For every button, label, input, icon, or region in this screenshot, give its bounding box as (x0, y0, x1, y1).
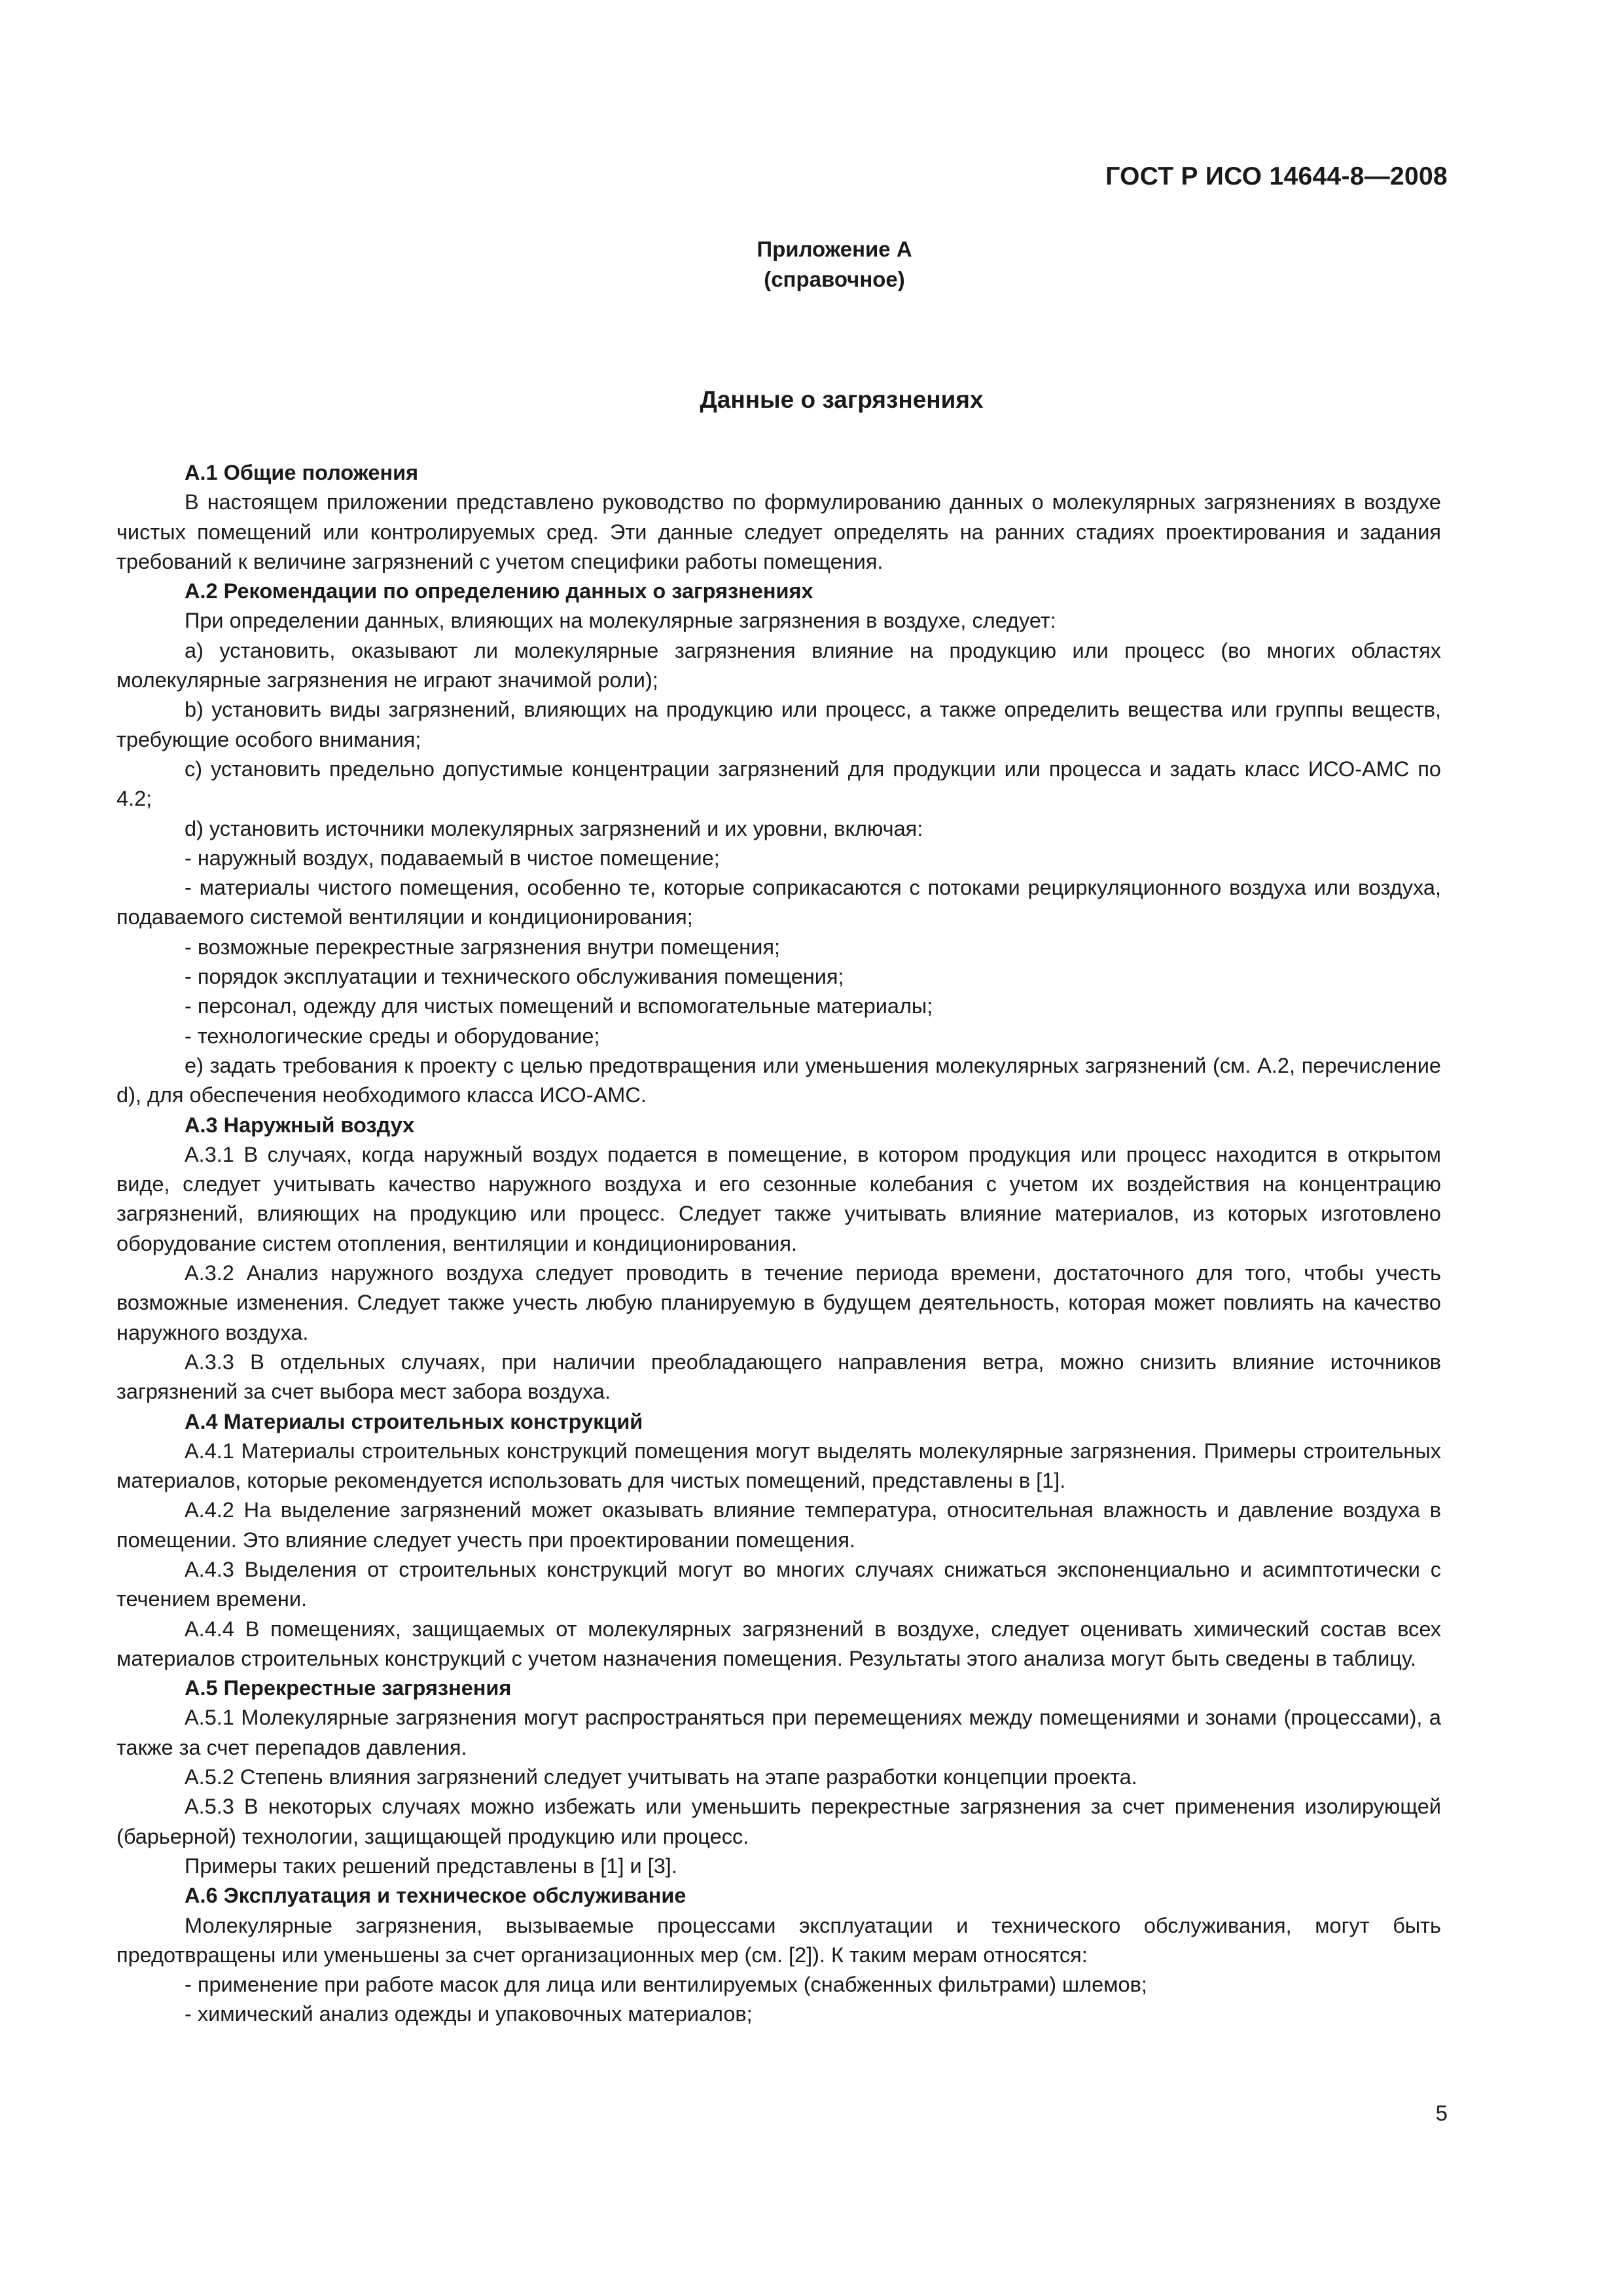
paragraph: - порядок эксплуатации и технического обслуживания помещения; (185, 965, 844, 989)
paragraph: А.4.1 Материалы строительных конструкций помещения могут выделять молекулярные загрязнения. Примеры строительных материалов, которые рекомендуется использовать для чистых помещений, представлены в [1]. (116, 1439, 1441, 1493)
paragraph: А.3.1 В случаях, когда наружный воздух подается в помещение, в котором продукция или процесс находится в открытом виде, следует учитывать качество наружного воздуха и его сезонные колебания с учетом их воздействия на концентрацию загрязнений, влияющих на продукцию или процесс. Следует также учитывать влияние материалов, из которых изготовлено оборудование систем отопления, вентиляции и кондиционирования. (116, 1142, 1441, 1255)
paragraph: - применение при работе масок для лица или вентилируемых (снабженных фильтрами) шлемов; (185, 1973, 1147, 1997)
paragraph: В настоящем приложении представлено руководство по формулированию данных о молекулярных загрязнениях в воздухе чистых помещений или контролируемых сред. Эти данные следует определять на ранних стадиях проектирования и задания требований к величине загрязнений с учетом специфики работы помещения. (116, 490, 1441, 573)
paragraph: - материалы чистого помещения, особенно те, которые соприкасаются с потоками рециркуляционного воздуха или воздуха, подаваемого системой вентиляции и кондиционирования; (116, 876, 1441, 929)
standard-code: ГОСТ Р ИСО 14644-8—2008 (1105, 162, 1448, 190)
paragraph: a) установить, оказывают ли молекулярные загрязнения влияние на продукцию или процесс (во многих областях молекулярные загрязнения не играют значимой роли); (116, 638, 1441, 692)
paragraph: А.4.4 В помещениях, защищаемых от молекулярных загрязнений в воздухе, следует оценивать химический состав всех материалов строительных конструкций с учетом назначения помещения. Результаты этого анализа могут быть сведены в таблицу. (116, 1617, 1441, 1670)
section-heading: А.5 Перекрестные загрязнения (185, 1676, 512, 1700)
section-heading: А.1 Общие положения (185, 461, 419, 484)
paragraph: Молекулярные загрязнения, вызываемые процессами эксплуатации и технического обслуживания, могут быть предотвращены или уменьшены за счет организационных мер (см. [2]). К таким мерам относятся: (116, 1913, 1441, 1967)
document-title: Данные о загрязнениях (700, 386, 984, 413)
paragraph: А.4.2 На выделение загрязнений может оказывать влияние температура, относительная влажность и давление воздуха в помещении. Это влияние следует учесть при проектировании помещения. (116, 1498, 1441, 1552)
paragraph: А.5.3 В некоторых случаях можно избежать или уменьшить перекрестные загрязнения за счет применения изолирующей (барьерной) технологии, защищающей продукцию или процесс. (116, 1795, 1441, 1848)
paragraph: А.3.3 В отдельных случаях, при наличии преобладающего направления ветра, можно снизить влияние источников загрязнений за счет выбора мест забора воздуха. (116, 1350, 1441, 1404)
appendix-heading (46, 234, 1623, 295)
body-text (116, 458, 1441, 2030)
paragraph: - возможные перекрестные загрязнения внутри помещения; (185, 935, 780, 959)
paragraph: Примеры таких решений представлены в [1] и [3]. (185, 1854, 677, 1878)
paragraph: c) установить предельно допустимые концентрации загрязнений для продукции или процесса и задать класс ИСО-АМС по 4.2; (116, 757, 1441, 811)
paragraph: - химический анализ одежды и упаковочных материалов; (185, 2002, 753, 2026)
section-heading: А.3 Наружный воздух (185, 1113, 415, 1137)
paragraph: - наружный воздух, подаваемый в чистое помещение; (185, 846, 720, 870)
paragraph: А.5.1 Молекулярные загрязнения могут распространяться при перемещениях между помещениями и зонами (процессами), а также за счет перепадов давления. (116, 1706, 1441, 1759)
paragraph: При определении данных, влияющих на молекулярные загрязнения в воздухе, следует: (185, 609, 1056, 633)
paragraph: А.4.3 Выделения от строительных конструкций могут во многих случаях снижаться экспоненциально и асимптотически с течением времени. (116, 1557, 1441, 1611)
paragraph: А.5.2 Степень влияния загрязнений следует учитывать на этапе разработки концепции проекта. (185, 1765, 1137, 1789)
paragraph: e) задать требования к проекту с целью предотвращения или уменьшения молекулярных загрязнений (см. А.2, перечисление d), для обеспечения необходимого класса ИСО-АМС. (116, 1053, 1441, 1107)
appendix-type: (справочное) (764, 267, 905, 291)
section-heading: А.4 Материалы строительных конструкций (185, 1409, 643, 1433)
page-number: 5 (1435, 2101, 1448, 2125)
paragraph: d) установить источники молекулярных загрязнений и их уровни, включая: (185, 816, 923, 840)
section-heading: А.2 Рекомендации по определению данных о загрязнениях (185, 579, 813, 603)
paragraph: А.3.2 Анализ наружного воздуха следует проводить в течение периода времени, достаточного для того, чтобы учесть возможные изменения. Следует также учесть любую планируемую в будущем деятельность, которая может повлиять на качество наружного воздуха. (116, 1261, 1441, 1344)
paragraph: - персонал, одежду для чистых помещений и вспомогательные материалы; (185, 994, 933, 1018)
paragraph: - технологические среды и оборудование; (185, 1024, 600, 1048)
appendix-title: Приложение А (757, 237, 912, 261)
paragraph: b) установить виды загрязнений, влияющих на продукцию или процесс, а также определить вещества или группы веществ, требующие особого внимания; (116, 698, 1441, 751)
section-heading: А.6 Эксплуатация и техническое обслуживание (185, 1884, 687, 1908)
